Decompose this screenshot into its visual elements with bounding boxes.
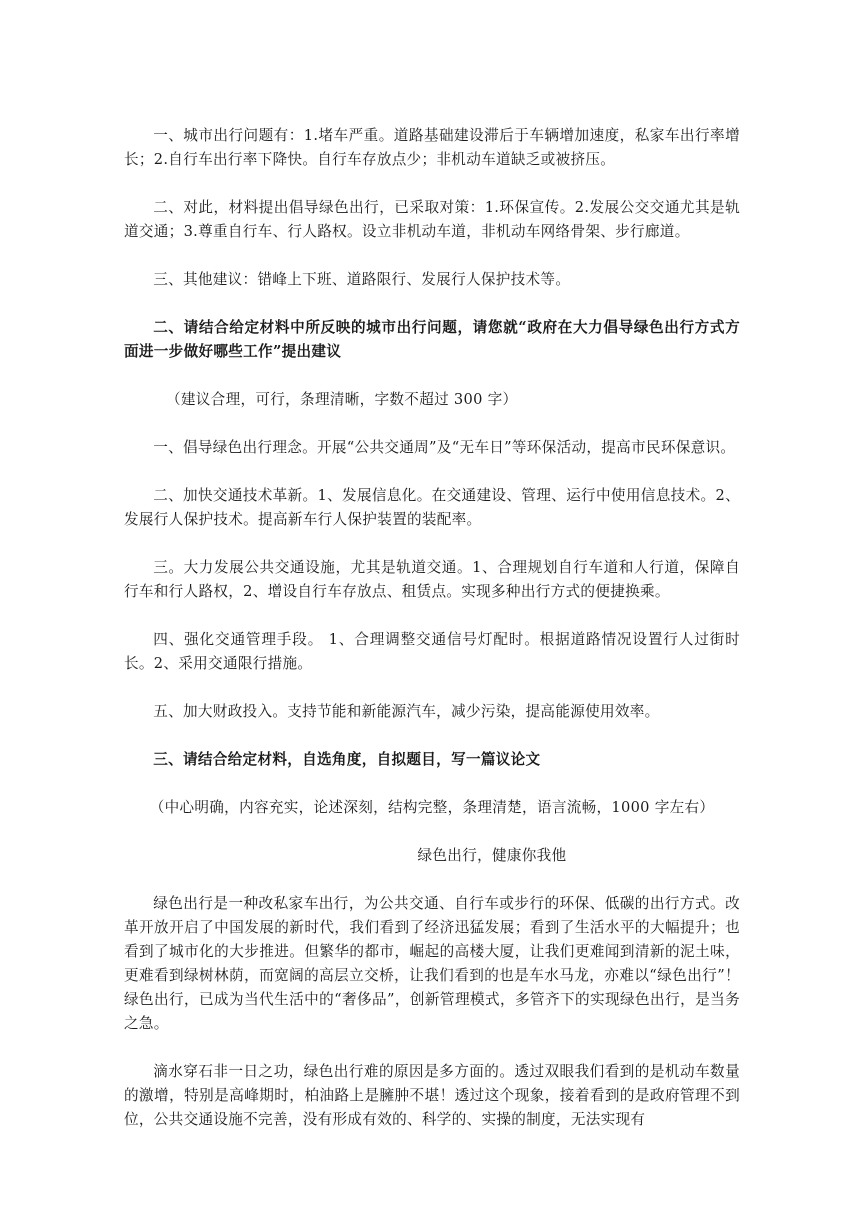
answer-paragraph: 一、倡导绿色出行理念。开展“公共交通周”及“无车日”等环保活动，提高市民环保意识。 xyxy=(153,439,736,456)
essay-title: 绿色出行，健康你我他 xyxy=(417,847,567,864)
question-requirement: （中心明确，内容充实，论述深刻，结构完整，条理清楚，语言流畅，1000 字左右） xyxy=(149,799,715,816)
question-heading: 二、请结合给定材料中所反映的城市出行问题，请您就“政府在大力倡导绿色出行方式方面进一步做好哪些工作”提出建议 xyxy=(124,319,740,360)
answer-paragraph: 三、其他建议：错峰上下班、道路限行、发展行人保护技术等。 xyxy=(153,271,571,288)
answer-paragraph: 一、城市出行问题有：1.堵车严重。道路基础建设滞后于车辆增加速度，私家车出行率增长；2.自行车出行率下降快。自行车存放点少；非机动车道缺乏或被挤压。 xyxy=(124,127,740,168)
question-heading: 三、请结合给定材料，自选角度，自拟题目，写一篇议论文 xyxy=(153,751,541,768)
answer-paragraph: 四、强化交通管理手段。 1、合理调整交通信号灯配时。根据道路情况设置行人过街时长。2、采用交通限行措施。 xyxy=(124,631,740,672)
answer-paragraph: 二、加快交通技术革新。1、发展信息化。在交通建设、管理、运行中使用信息技术。2、发展行人保护技术。提高新车行人保护装置的装配率。 xyxy=(124,487,740,528)
essay-paragraph: 绿色出行是一种改私家车出行，为公共交通、自行车或步行的环保、低碳的出行方式。改革开放开启了中国发展的新时代，我们看到了经济迅猛发展；看到了生活水平的大幅提升；也看到了城市化的大步推进。但繁华的都市，崛起的高楼大厦，让我们更难闻到清新的泥土味，更难看到绿树林荫，而宽阔的高层立交桥，让我们看到的也是车水马龙，亦难以“绿色出行”！绿色出行，已成为当代生活中的“奢侈品”，创新管理模式，多管齐下的实现绿色出行，是当务之急。 xyxy=(124,895,740,1032)
answer-paragraph: 二、对此，材料提出倡导绿色出行，已采取对策：1.环保宣传。2.发展公交交通尤其是轨道交通；3.尊重自行车、行人路权。设立非机动车道，非机动车网络骨架、步行廊道。 xyxy=(124,199,740,240)
answer-paragraph: 五、加大财政投入。支持节能和新能源汽车，减少污染，提高能源使用效率。 xyxy=(153,703,660,720)
question-requirement: （建议合理，可行，条理清晰，字数不超过 300 字） xyxy=(166,391,518,408)
answer-paragraph: 三。大力发展公共交通设施，尤其是轨道交通。1、合理规划自行车道和人行道，保障自行车和行人路权，2、增设自行车存放点、租赁点。实现多种出行方式的便捷换乘。 xyxy=(124,559,740,600)
document-page xyxy=(124,124,740,1156)
essay-paragraph: 滴水穿石非一日之功，绿色出行难的原因是多方面的。透过双眼我们看到的是机动车数量的激增，特别是高峰期时，柏油路上是臃肿不堪！透过这个现象，接着看到的是政府管理不到位，公共交通设施不完善，没有形成有效的、科学的、实操的制度，无法实现有 xyxy=(124,1063,740,1128)
